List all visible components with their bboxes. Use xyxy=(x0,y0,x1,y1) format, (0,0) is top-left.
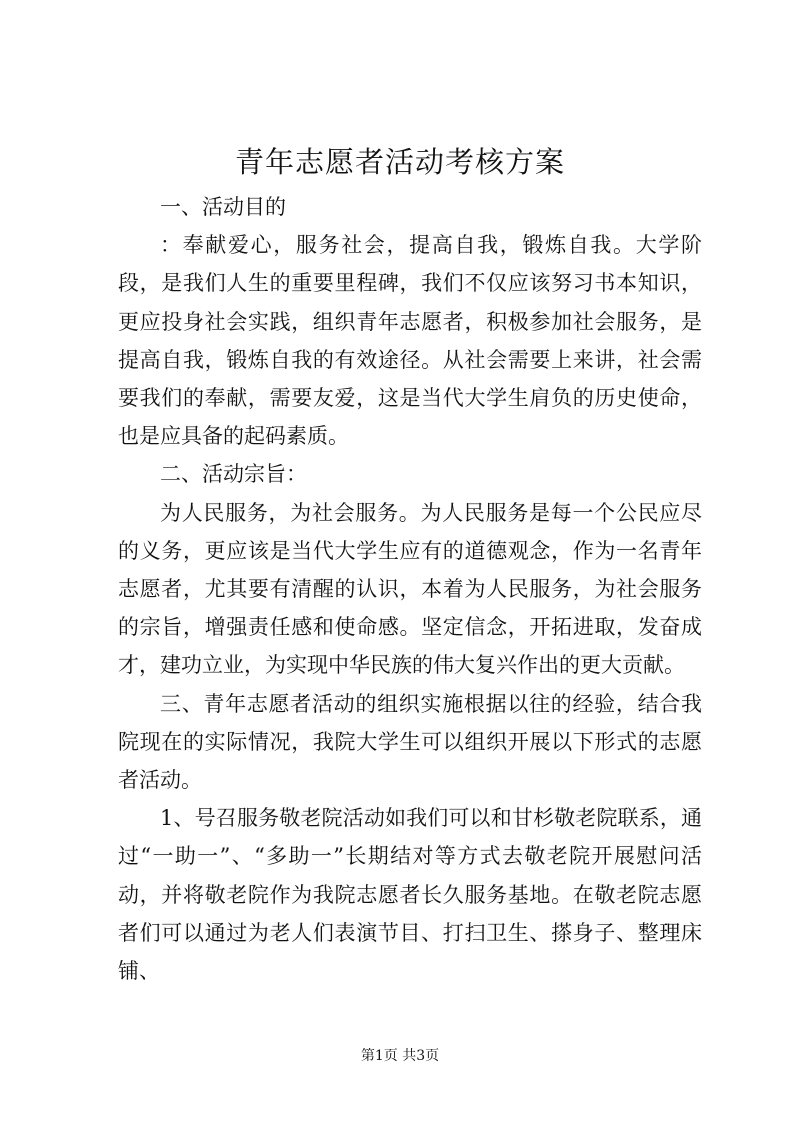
paragraph-purpose: ：奉献爱心，服务社会，提高自我，锻炼自我。大学阶段，是我们人生的重要里程碑，我们不仅应该努习书本知识，更应投身社会实践，组织青年志愿者，积极参加社会服务，是提高自我，锻炼自我的有效途径。从社会需要上来讲，社会需要我们的奉献，需要友爱，这是当代大学生肩负的历史使命，也是应具备的起码素质。 xyxy=(118,233,702,449)
section-heading-purpose: 一、活动目的 xyxy=(160,195,286,219)
paragraph-tenet: 为人民服务，为社会服务。为人民服务是每一个公民应尽的义务，更应该是当代大学生应有的道德观念，作为一名青年志愿者，尤其要有清醒的认识，本着为人民服务，为社会服务的宗旨，增强责任感和使命感。坚定信念，开拓进取，发奋成才，建功立业，为实现中华民族的伟大复兴作出的更大贡献。 xyxy=(118,500,702,678)
section-heading-tenet: 二、活动宗旨： xyxy=(160,462,307,487)
page-footer: 第1页 共3页 xyxy=(360,1048,440,1064)
paragraph-nursing-home-activity: 1、号召服务敬老院活动如我们可以和甘杉敬老院联系，通过“一助一”、“多助一”长期结对等方式去敬老院开展慰问活动，并将敬老院作为我院志愿者长久服务基地。在敬老院志愿者们可以通过为老人们表演节目、打扫卫生、搽身子、整理床铺、 xyxy=(118,806,702,984)
document-body xyxy=(118,188,702,990)
paragraph-implementation: 三、青年志愿者活动的组织实施根据以往的经验，结合我院现在的实际情况，我院大学生可以组织开展以下形式的志愿者活动。 xyxy=(118,691,702,793)
document-title: 青年志愿者活动考核方案 xyxy=(234,145,565,179)
